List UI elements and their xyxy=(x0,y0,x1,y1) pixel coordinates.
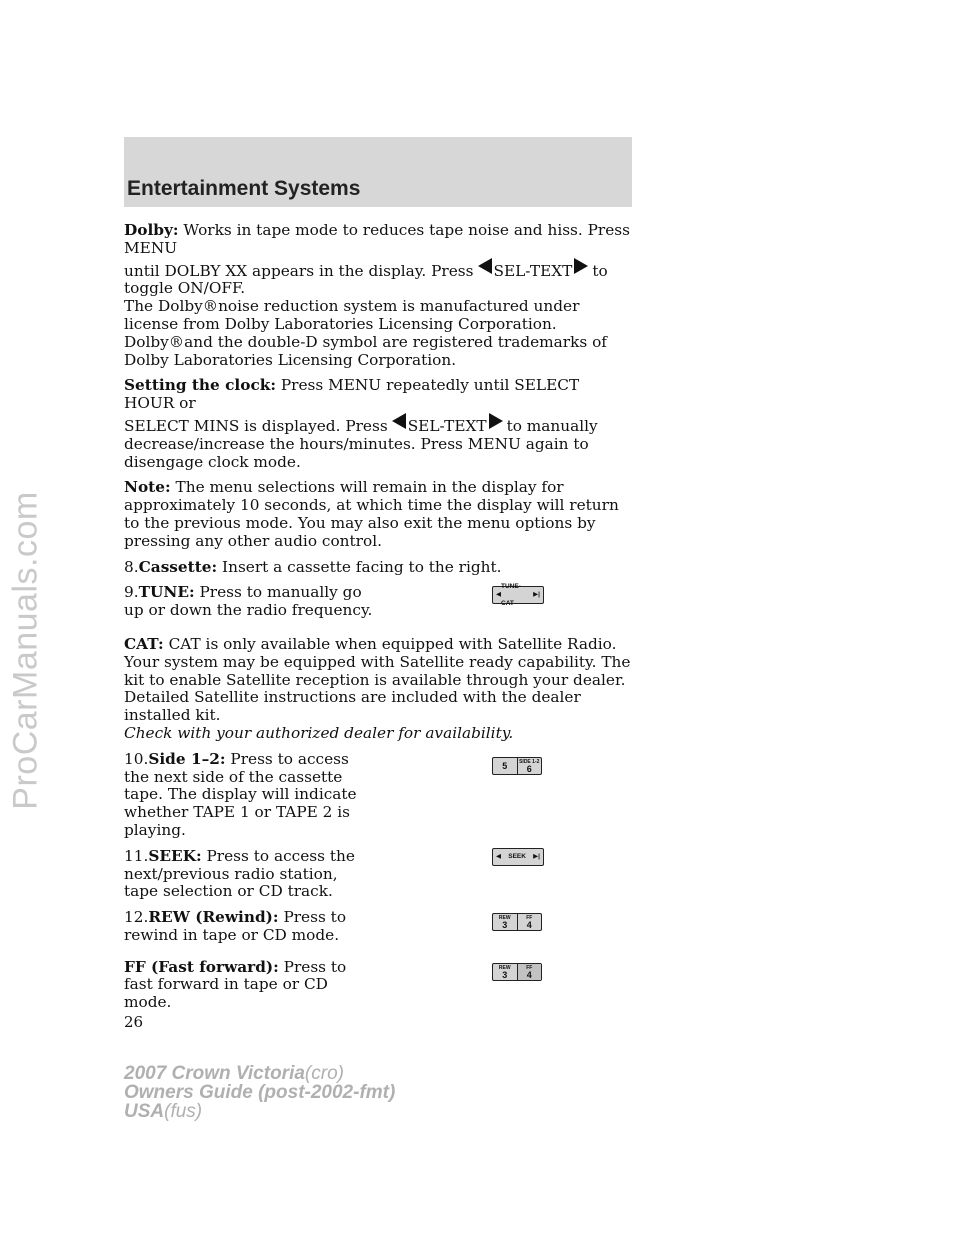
cat-text: CAT is only available when equipped with Satellite Radio. Your system may be equipped with Satellite ready capability. The kit to enable Satellite reception is available through your dealer. Detailed Satellite instructions are included with the dealer installed kit. xyxy=(124,634,631,725)
page-body xyxy=(124,222,632,1012)
rew-label: REW (Rewind): xyxy=(148,908,279,927)
footer-line3 xyxy=(124,1102,395,1121)
side-figure xyxy=(492,751,632,840)
dolby-line2c: to xyxy=(592,261,608,280)
tune-row xyxy=(124,584,632,620)
cassette-num: 8. xyxy=(124,557,139,576)
ff-paragraph xyxy=(124,959,374,1012)
clock-line2c: to manually xyxy=(506,416,598,435)
rew-cell xyxy=(493,964,517,980)
ff-label: FF (Fast forward): xyxy=(124,957,279,976)
footer-region: USA xyxy=(124,1101,165,1122)
tune-paragraph xyxy=(124,584,374,620)
seek-button xyxy=(492,848,544,866)
ff-small-label: FF xyxy=(526,964,533,971)
preset-4-label: 4 xyxy=(526,969,532,980)
preset-3-label: 3 xyxy=(502,920,508,931)
seek-left-icon: ◀ xyxy=(496,852,501,860)
cassette-label: Cassette: xyxy=(138,557,218,576)
watermark-text: ProCarManuals.com xyxy=(6,490,45,810)
clock-line1: Press MENU repeatedly until SELECT HOUR or xyxy=(124,376,580,413)
rew-ff-button-pair-ff xyxy=(492,963,542,981)
side-button-pair xyxy=(492,757,542,775)
clock-paragraph xyxy=(124,377,632,471)
rew-cell xyxy=(493,914,517,930)
dolby-label: Dolby: xyxy=(124,221,179,239)
rew-small-label: REW xyxy=(498,915,511,922)
cat-availability: Check with your authorized dealer for availability. xyxy=(124,723,514,742)
section-header xyxy=(124,137,632,207)
side-cell xyxy=(517,758,542,774)
seltext-left-arrow-icon xyxy=(478,258,492,274)
note-label: Note: xyxy=(124,478,171,497)
seltext-right-arrow-icon xyxy=(574,258,588,274)
dolby-line2a: until DOLBY XX appears in the display. Press xyxy=(124,261,474,280)
ff-cell xyxy=(517,914,542,930)
side-paragraph xyxy=(124,751,374,840)
rew-paragraph xyxy=(124,909,374,945)
cassette-paragraph xyxy=(124,559,632,577)
side-label: Side 1–2: xyxy=(148,749,226,768)
clock-line2b: SEL-TEXT xyxy=(407,416,487,435)
preset-5-cell xyxy=(493,758,517,774)
rew-small-label: REW xyxy=(498,964,511,971)
dolby-line1: Works in tape mode to reduces tape noise and hiss. Press MENU xyxy=(124,221,630,257)
tune-right-icon: ▶| xyxy=(533,591,540,599)
ff-text: Press to fast forward in tape or CD mode. xyxy=(124,957,347,1012)
preset-6-label: 6 xyxy=(526,763,532,774)
clock-line2a: SELECT MINS is displayed. Press xyxy=(124,416,388,435)
preset-5-label: 5 xyxy=(502,760,508,771)
rew-row xyxy=(124,909,632,945)
seek-button-label: SEEK xyxy=(508,852,526,860)
clock-line3: decrease/increase the hours/minutes. Press MENU again to disengage clock mode. xyxy=(124,434,589,471)
seek-figure xyxy=(492,848,632,901)
footer-line2 xyxy=(124,1083,395,1102)
side-num: 10. xyxy=(124,749,149,768)
rew-num: 12. xyxy=(124,908,149,927)
ff-small-label: FF xyxy=(526,915,533,922)
seltext-left-arrow-icon xyxy=(392,413,406,429)
seltext-right-arrow-icon xyxy=(489,413,503,429)
footer-model-code: (cro) xyxy=(304,1063,344,1084)
tune-num: 9. xyxy=(124,583,139,602)
cat-label: CAT: xyxy=(124,634,164,653)
dolby-trademark: The Dolby®noise reduction system is manufactured under license from Dolby Laboratories Licensing Corporation. Dolby®and the double-D symbol are registered trademarks of Dolby Laboratories Licensing Corporation. xyxy=(124,297,607,369)
clock-label: Setting the clock: xyxy=(124,376,276,395)
cat-italic xyxy=(124,725,632,743)
tune-left-icon: ◀ xyxy=(496,591,501,599)
ff-figure xyxy=(492,959,632,1012)
dolby-line3: toggle ON/OFF. xyxy=(124,279,246,298)
cat-paragraph xyxy=(124,636,632,725)
rew-text: Press to rewind in tape or CD mode. xyxy=(124,908,347,944)
seek-text: Press to access the next/previous radio station, tape selection or CD track. xyxy=(124,846,355,901)
dolby-line2b: SEL-TEXT xyxy=(493,261,573,280)
tune-text: Press to manually go up or down the radio frequency. xyxy=(124,583,373,620)
seek-label: SEEK: xyxy=(148,846,202,865)
note-paragraph xyxy=(124,479,632,550)
footer-guide: Owners Guide (post-2002-fmt) xyxy=(124,1082,396,1103)
footer-model: 2007 Crown Victoria xyxy=(124,1063,305,1084)
seek-right-icon: ▶| xyxy=(533,852,540,860)
note-text: The menu selections will remain in the display for approximately 10 seconds, at which time the display will return to the previous mode. You may also exit the menu options by pressing any other audio control. xyxy=(124,478,619,550)
tune-label: TUNE: xyxy=(138,583,195,602)
footer-line1 xyxy=(124,1064,395,1083)
preset-4-label: 4 xyxy=(526,920,532,931)
section-title: Entertainment Systems xyxy=(127,177,361,200)
side-small-label: SIDE 1-2 xyxy=(519,758,540,765)
rew-figure xyxy=(492,909,632,945)
document-footer xyxy=(124,1064,395,1121)
side-text: Press to access the next side of the cassette tape. The display will indicate whether TAPE 1 or TAPE 2 is playing. xyxy=(124,749,357,839)
tune-figure xyxy=(492,584,632,620)
rew-ff-button-pair xyxy=(492,913,542,931)
seek-num: 11. xyxy=(124,846,149,865)
preset-3-label: 3 xyxy=(502,969,508,980)
side-row xyxy=(124,751,632,840)
seek-row xyxy=(124,848,632,901)
ff-cell-highlight xyxy=(517,964,542,980)
tune-cat-button xyxy=(492,582,544,608)
cassette-text: Insert a cassette facing to the right. xyxy=(222,557,502,576)
watermark xyxy=(4,440,48,860)
ff-row xyxy=(124,959,632,1012)
seek-paragraph xyxy=(124,848,374,901)
page-number: 26 xyxy=(124,1013,144,1031)
tune-cat-label: TUNE-CAT xyxy=(501,582,521,608)
footer-region-code: (fus) xyxy=(164,1101,203,1122)
dolby-paragraph xyxy=(124,222,632,298)
